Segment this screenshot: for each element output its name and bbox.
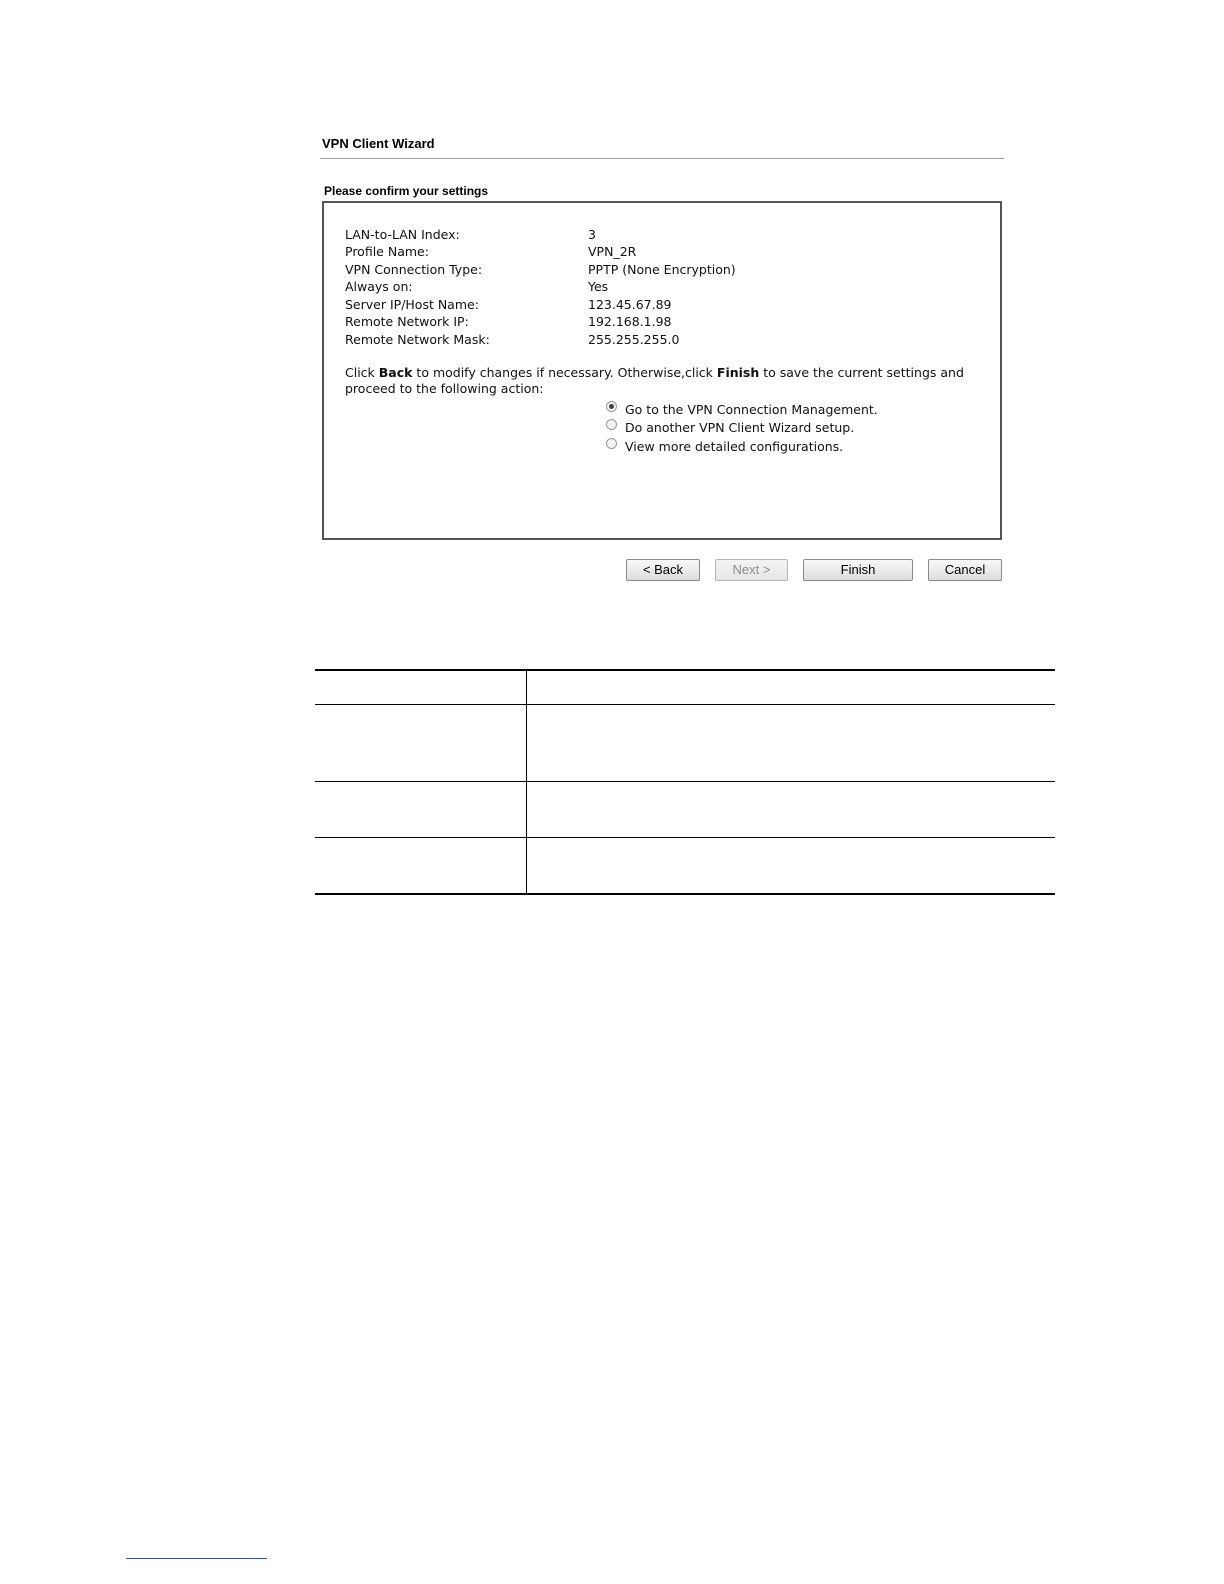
setting-value: 192.168.1.98: [588, 314, 672, 329]
setting-value: PPTP (None Encryption): [588, 262, 736, 277]
table-top-rule: [315, 669, 1055, 671]
table-bottom-rule: [315, 893, 1055, 895]
back-button[interactable]: < Back: [626, 559, 700, 581]
setting-label: Remote Network Mask:: [345, 332, 490, 347]
setting-label: VPN Connection Type:: [345, 262, 483, 277]
instruction-back-word: Back: [378, 365, 413, 380]
setting-label: Server IP/Host Name:: [345, 297, 479, 312]
table-row-divider: [315, 781, 1055, 782]
cancel-button[interactable]: Cancel: [928, 559, 1002, 581]
instruction-text: [345, 365, 995, 397]
setting-value: Yes: [588, 279, 609, 294]
table-row-divider: [315, 704, 1055, 705]
action-option-vpn-management[interactable]: [606, 401, 878, 419]
instruction-part: Click: [345, 365, 379, 380]
setting-value: VPN_2R: [588, 244, 637, 259]
wizard-title: VPN Client Wizard: [322, 136, 435, 151]
setting-value: 123.45.67.89: [588, 297, 672, 312]
table-column-divider: [526, 671, 527, 893]
setting-label: Remote Network IP:: [345, 314, 469, 329]
instruction-part: to modify changes if necessary. Otherwise,click: [412, 365, 717, 380]
action-option-detailed-config[interactable]: [606, 438, 843, 456]
action-option-another-wizard[interactable]: [606, 419, 854, 437]
setting-label: Always on:: [345, 279, 413, 294]
setting-value: 255.255.255.0: [588, 332, 680, 347]
finish-button[interactable]: Finish: [803, 559, 913, 581]
radio-selected-icon[interactable]: [606, 401, 617, 412]
action-option-label: View more detailed configurations.: [625, 439, 844, 454]
instruction-finish-word: Finish: [716, 365, 760, 380]
setting-value: 3: [588, 227, 596, 242]
instruction-part: to save the current settings and proceed to the following action:: [345, 365, 964, 396]
action-option-label: Go to the VPN Connection Management.: [625, 402, 878, 417]
next-button[interactable]: Next >: [715, 559, 788, 581]
footer-link-underline: [126, 1558, 267, 1559]
section-label: Please confirm your settings: [324, 184, 489, 198]
title-divider: [320, 158, 1004, 159]
radio-unselected-icon[interactable]: [606, 419, 617, 430]
table-row-divider: [315, 837, 1055, 838]
setting-label: Profile Name:: [345, 244, 429, 259]
action-option-label: Do another VPN Client Wizard setup.: [625, 420, 855, 435]
settings-summary-box: [322, 201, 1002, 540]
setting-label: LAN-to-LAN Index:: [345, 227, 460, 242]
radio-unselected-icon[interactable]: [606, 438, 617, 449]
